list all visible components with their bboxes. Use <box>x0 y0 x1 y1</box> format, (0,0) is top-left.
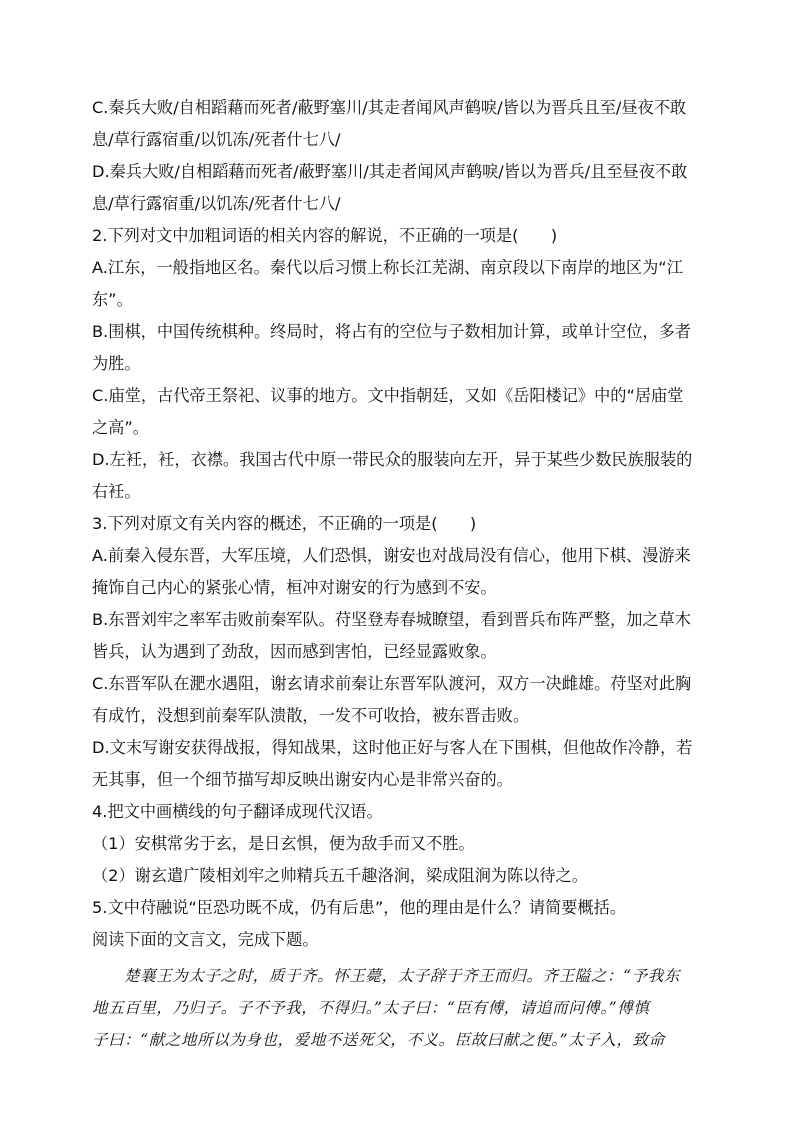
text-line: 右衽。 <box>92 482 141 501</box>
text-line: C.东晋军队在淝水遇阻，谢玄请求前秦让东晋军队渡河，双方一决雌雄。苻坚对此胸 <box>92 674 692 693</box>
text-line: 为胜。 <box>92 354 141 373</box>
reading-instruction: 阅读下面的文言文，完成下题。 <box>92 930 319 949</box>
text-line: B.围棋，中国传统棋种。终局时，将占有的空位与子数相加计算，或单计空位，多者 <box>92 322 691 341</box>
text-line: A.江东，一般指地区名。秦代以后习惯上称长江芜湖、南京段以下南岸的地区为“江 <box>92 258 683 277</box>
text-line: D.文末写谢安获得战报，得知战果，这时他正好与客人在下围棋，但他故作冷静，若 <box>92 738 693 757</box>
document-body <box>92 92 702 1056</box>
text-line: 息/草行露宿重/以饥冻/死者什七八/ <box>92 194 341 213</box>
question-2-stem: 2.下列对文中加粗词语的相关内容的解说，不正确的一项是( ) <box>92 226 558 245</box>
text-line: 掩饰自己内心的紧张心情，桓冲对谢安的行为感到不安。 <box>92 578 497 597</box>
text-line: 有成竹，没想到前秦军队溃散，一发不可收拾，被东晋击败。 <box>92 706 530 725</box>
question-3-stem: 3.下列对原文有关内容的概述，不正确的一项是( ) <box>92 514 477 533</box>
text-line: D.秦兵大败/自相蹈藉而死者/蔽野塞川/其走者闻风声鹤唳/皆以为晋兵/且至昼夜不敢 <box>92 162 688 181</box>
text-line: 之高”。 <box>92 418 149 437</box>
question-5-stem: 5.文中苻融说“臣恐功既不成，仍有后患”，他的理由是什么？请简要概括。 <box>92 898 627 917</box>
passage-line: 楚襄王为太子之时，质于齐。怀王薨，太子辞于齐王而归。齐王隘之：“予我东 <box>124 967 680 985</box>
text-line: 无其事，但一个细节描写却反映出谢安内心是非常兴奋的。 <box>92 770 513 789</box>
text-line: C.庙堂，古代帝王祭祀、议事的地方。文中指朝廷，又如《岳阳楼记》中的“居庙堂 <box>92 386 684 405</box>
passage-line: 地五百里，乃归子。子不予我，不得归。”太子曰：“臣有傅，请追而问傅。”傅慎 <box>92 999 650 1017</box>
text-line: B.东晋刘牢之率军击败前秦军队。苻坚登寿春城瞭望，看到晋兵布阵严整，加之草木 <box>92 610 691 629</box>
text-line: （1）安棋常劣于玄，是日玄惧，便为敌手而又不胜。 <box>92 834 475 853</box>
text-line: 皆兵，认为遇到了劲敌，因而感到害怕，已经显露败象。 <box>92 642 497 661</box>
text-line: A.前秦入侵东晋，大军压境，人们恐惧，谢安也对战局没有信心，他用下棋、漫游来 <box>92 546 691 565</box>
text-line: 息/草行露宿重/以饥冻/死者什七八/ <box>92 130 341 149</box>
text-line: （2）谢玄遣广陵相刘牢之帅精兵五千趣洛涧，梁成阻涧为陈以待之。 <box>92 866 588 885</box>
text-line: D.左衽，衽，衣襟。我国古代中原一带民众的服装向左开，异于某些少数民族服装的 <box>92 450 693 469</box>
classical-passage <box>92 960 702 1056</box>
text-line: 东”。 <box>92 290 133 309</box>
question-4-stem: 4.把文中画横线的句子翻译成现代汉语。 <box>92 802 383 821</box>
text-line: C.秦兵大败/自相蹈藉而死者/蔽野塞川/其走者闻风声鹤唳/皆以为晋兵且至/昼夜不敢 <box>92 98 687 117</box>
passage-line: 子曰：“献之地所以为身也，爱地不送死父，不义。臣故曰献之便。”太子入，致命 <box>92 1031 665 1049</box>
